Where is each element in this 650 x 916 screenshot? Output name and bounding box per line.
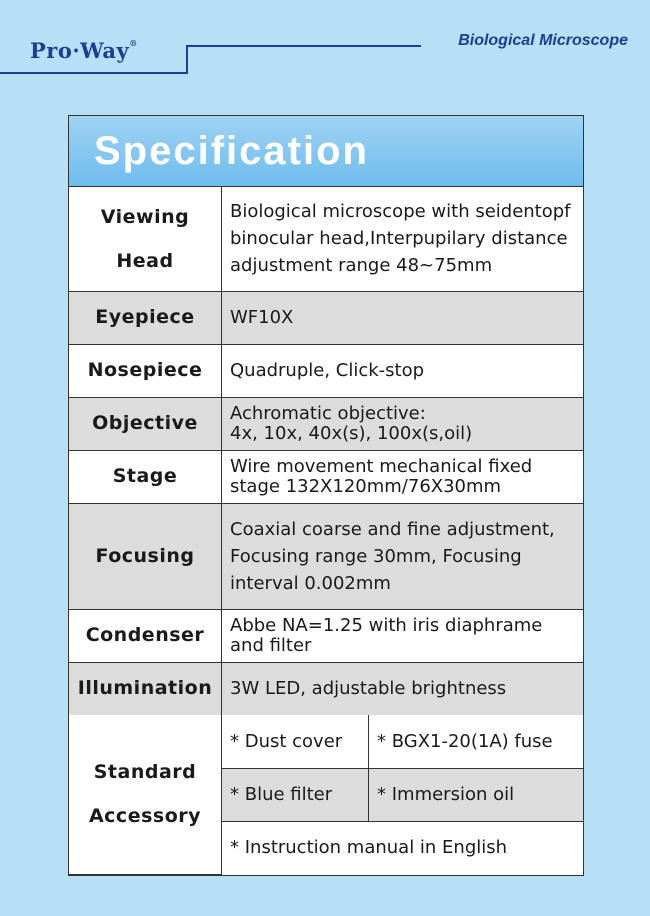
value-line: adjustment range 48~75mm [230,255,493,277]
spec-label: Focusing [69,503,222,609]
accessory-row [69,715,583,768]
spec-label: Objective [69,397,222,450]
accessory-item: * Immersion oil [369,768,584,821]
value-line: interval 0.002mm [230,572,391,594]
value-line: Biological microscope with seidentopf [230,201,571,223]
accessory-item: * BGX1-20(1A) fuse [369,715,584,768]
spec-label: Stage [69,450,222,503]
spec-value: WF10X [222,291,584,344]
logo-text: Pro·Way [30,38,130,63]
value-line: Focusing range 30mm, Focusing [230,545,522,567]
label-line: Viewing [100,205,190,228]
spec-value [222,503,584,609]
accessory-item: * Instruction manual in English [222,821,584,874]
spec-row-stage [69,450,583,503]
accessory-item: * Blue filter [222,768,369,821]
spec-label: Eyepiece [69,291,222,344]
spec-row-focusing [69,503,583,609]
spec-row-illumination [69,662,583,715]
spec-label [69,715,222,874]
standard-accessory-table [69,715,583,875]
value-line: Achromatic objective: [230,402,426,424]
registered-mark: ® [129,38,138,48]
header-rule [0,72,187,74]
spec-value: Quadruple, Click-stop [222,344,584,397]
value-line: binocular head,Interpupilary distance [230,228,568,250]
specification-heading: Specification [69,116,583,187]
spec-value [222,450,584,503]
specification-panel [68,115,584,876]
accessory-item: * Dust cover [222,715,369,768]
value-line: Wire movement mechanical fixed [230,455,533,477]
value-line: stage 132X120mm/76X30mm [230,475,502,497]
spec-label: Illumination [69,662,222,715]
spec-value [222,397,584,450]
header-rule-top [186,45,421,47]
value-line: Abbe NA=1.25 with iris diaphrame [230,614,543,636]
value-line: Coaxial coarse and fine adjustment, [230,518,555,540]
spec-row-condenser [69,609,583,662]
spec-row-nosepiece [69,344,583,397]
spec-value: 3W LED, adjustable brightness [222,662,584,715]
value-line: 4x, 10x, 40x(s), 100x(s,oil) [230,422,473,444]
label-line: Accessory [88,805,202,828]
label-line: Standard [93,761,197,784]
label-line: Head [116,249,174,272]
spec-label: Condenser [69,609,222,662]
specification-table [69,187,583,715]
header-rule-step [186,45,188,74]
spec-value [222,609,584,662]
document-title: Biological Microscope [458,32,628,49]
value-line: and filter [230,634,312,656]
spec-value [222,187,584,291]
spec-label [69,187,222,291]
spec-label: Nosepiece [69,344,222,397]
spec-row-eyepiece [69,291,583,344]
pro-way-logo [30,38,138,63]
spec-row-objective [69,397,583,450]
spec-row-viewing-head [69,187,583,291]
